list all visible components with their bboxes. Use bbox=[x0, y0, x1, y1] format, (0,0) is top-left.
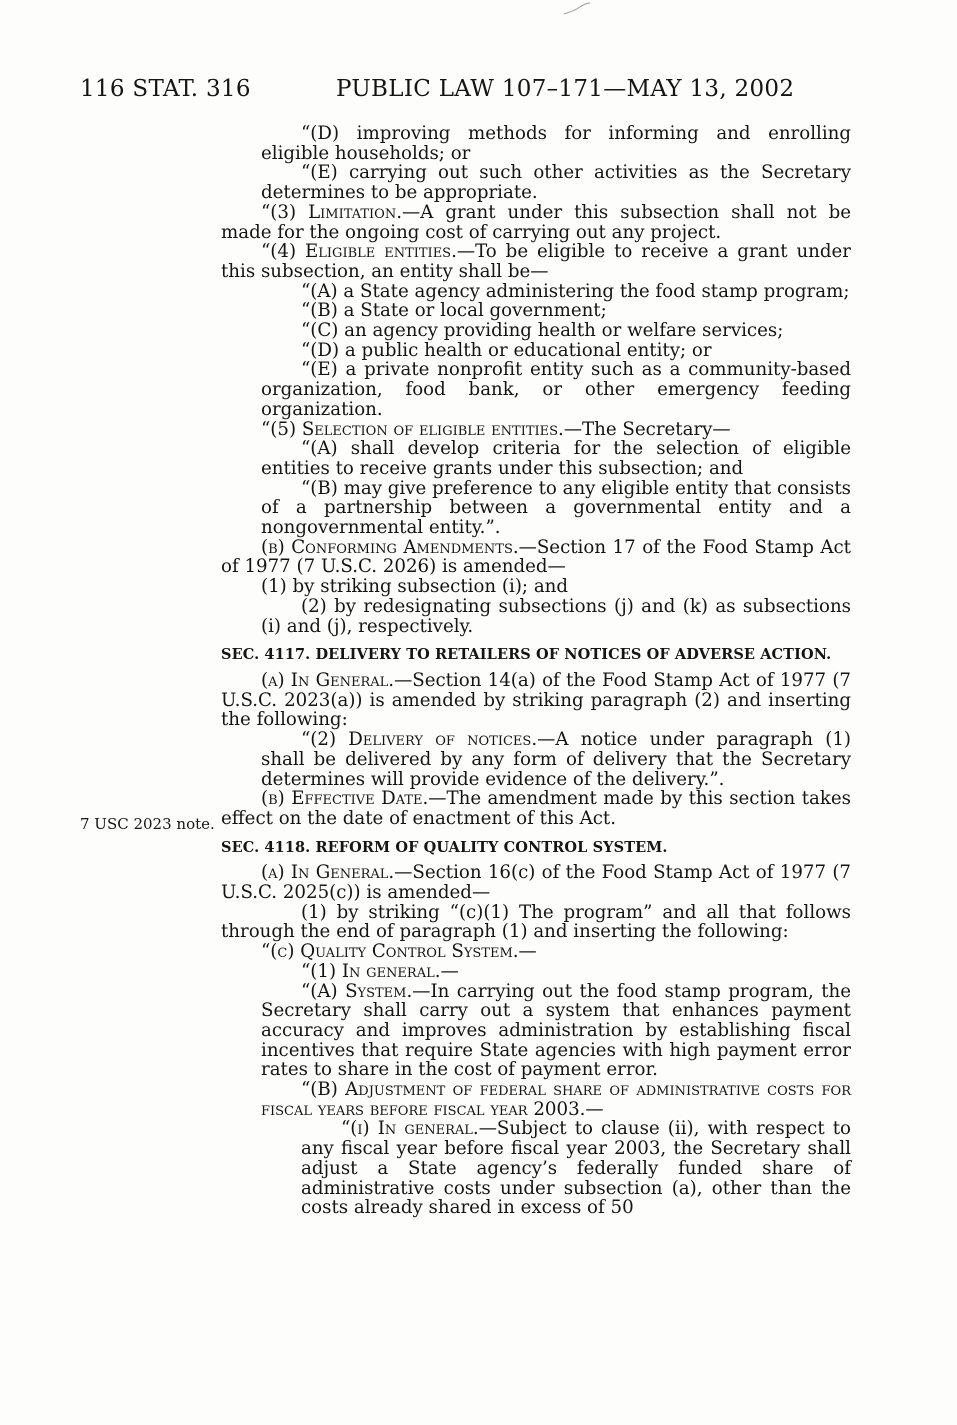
paragraph: (1) by striking subsection (i); and bbox=[261, 576, 569, 598]
paragraph: “(1) In general.— bbox=[301, 960, 459, 982]
paragraph-heading: (b) Effective Date. bbox=[261, 788, 429, 810]
paragraph bbox=[221, 538, 851, 577]
paragraph: “(c) Quality Control System.— bbox=[261, 941, 537, 963]
paragraph-heading: (a) In General. bbox=[261, 862, 395, 884]
paragraph bbox=[221, 1119, 851, 1218]
paragraph bbox=[221, 242, 851, 281]
margin-note: 7 USC 2023 note. bbox=[80, 815, 215, 833]
paragraph bbox=[221, 982, 851, 1081]
paragraph-heading: “(i) In general. bbox=[341, 1118, 479, 1140]
paragraph: “(A) a State agency administering the food stamp program; bbox=[301, 280, 850, 302]
paragraph-heading: “(2) Delivery of notices. bbox=[301, 729, 538, 751]
stray-pen-mark bbox=[562, 2, 592, 16]
paragraph: “(D) a public health or educational entity; or bbox=[301, 339, 712, 361]
paragraph: (2) by redesignating subsections (j) and (k) as subsections (i) and (j), respectively. bbox=[261, 595, 851, 637]
paragraph-text: —Section 17 of the Food Stamp Act of 1977 (7 U.S.C. 2026) is amended— bbox=[221, 536, 851, 578]
paragraph-text: —A grant under this subsection shall not be made for the ongoing cost of carrying out any project. bbox=[221, 201, 851, 243]
paragraph bbox=[221, 203, 851, 242]
paragraph-text: —The amendment made by this section takes effect on the date of enactment of this Act. bbox=[221, 788, 851, 829]
section-heading-4118: SEC. 4118. REFORM OF QUALITY CONTROL SYSTEM. bbox=[221, 838, 668, 856]
paragraph: “(C) an agency providing health or welfare services; bbox=[301, 320, 784, 342]
paragraph-heading: (b) Conforming Amendments. bbox=[261, 536, 519, 558]
paragraph bbox=[221, 671, 851, 730]
paragraph: “(B) Adjustment of federal share of administrative costs for fiscal years before fiscal year 2003.— bbox=[261, 1079, 851, 1120]
paragraph bbox=[221, 863, 851, 902]
document-body bbox=[221, 124, 851, 1218]
paragraph-heading: (a) In General. bbox=[261, 669, 395, 691]
page-header-title: PUBLIC LAW 107–171—MAY 13, 2002 bbox=[336, 76, 795, 102]
paragraph-text: —Section 16(c) of the Food Stamp Act of 1977 (7 U.S.C. 2025(c)) is amended— bbox=[221, 862, 851, 904]
paragraph-text: —The Secretary— bbox=[563, 418, 731, 440]
paragraph-heading: “(A) System. bbox=[301, 980, 413, 1002]
paragraph bbox=[221, 730, 851, 789]
paragraph-heading: “(5) Selection of eligible entities. bbox=[261, 418, 564, 440]
paragraph-text: —To be eligible to receive a grant under this subsection, an entity shall be— bbox=[221, 241, 851, 282]
section-heading-4117: SEC. 4117. DELIVERY TO RETAILERS OF NOTICES OF ADVERSE ACTION. bbox=[221, 646, 832, 664]
paragraph-text: —A notice under paragraph (1) shall be delivered by any form of delivery that the Secretary determines will provide evidence of the delivery.”. bbox=[261, 729, 851, 790]
paragraph bbox=[221, 789, 851, 828]
paragraph-heading: “(4) Eligible entities. bbox=[261, 241, 457, 263]
paragraph-text: —In carrying out the food stamp program, the Secretary shall carry out a system that enhances payment accuracy and improves administration by establishing fiscal incentives that require State agencies with high payment error rates to share in the cost of payment error. bbox=[261, 980, 851, 1081]
paragraph-heading: “(3) Limitation. bbox=[261, 201, 402, 223]
paragraph: “(B) may give preference to any eligible entity that consists of a partnership between a governmental entity and a nongovernmental entity.”. bbox=[261, 477, 851, 539]
stat-reference: 116 STAT. 316 bbox=[80, 76, 251, 102]
paragraph-text: —Section 14(a) of the Food Stamp Act of 1977 (7 U.S.C. 2023(a)) is amended by striking paragraph (2) and inserting the following: bbox=[221, 669, 851, 731]
paragraph: “(E) a private nonprofit entity such as a community-based organization, food bank, or other emergency feeding organization. bbox=[261, 359, 851, 420]
paragraph: “(A) shall develop criteria for the selection of eligible entities to receive grants under this subsection; and bbox=[261, 438, 851, 479]
paragraph: “(D) improving methods for informing and enrolling eligible households; or bbox=[261, 123, 851, 164]
paragraph bbox=[221, 420, 851, 440]
paragraph: (1) by striking “(c)(1) The program” and all that follows through the end of paragraph (1) and inserting the following: bbox=[221, 901, 851, 943]
paragraph: “(B) a State or local government; bbox=[301, 300, 607, 322]
paragraph: “(E) carrying out such other activities as the Secretary determines to be appropriate. bbox=[261, 162, 851, 204]
paragraph-text: —Subject to clause (ii), with respect to any fiscal year before fiscal year 2003, the Secretary shall adjust a State agency’s federally funded share of administrative costs under subsection (a), other than the costs already shared in excess of 50 bbox=[301, 1118, 852, 1219]
